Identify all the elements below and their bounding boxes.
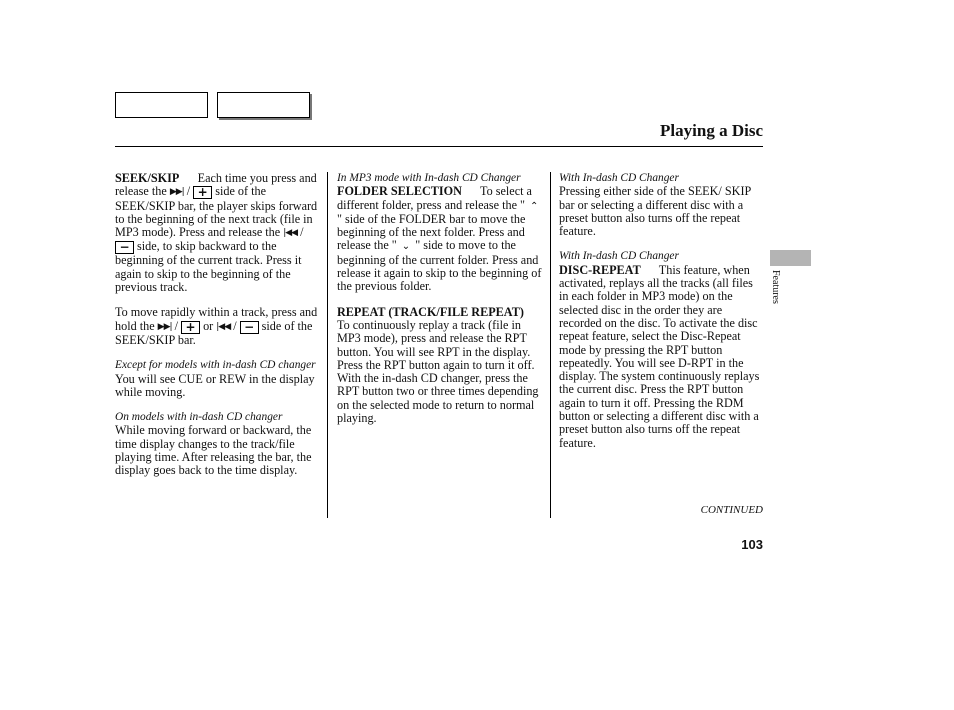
chevron-down-icon: ⌄	[401, 241, 411, 253]
minus-icon: −	[115, 241, 134, 254]
section-label-text: Features	[770, 270, 781, 304]
fast-move-paragraph: To move rapidly within a track, press and hold the ▶▶| / + or |◀◀ / − side of the SEEK/SKIP bar.	[115, 305, 318, 347]
nav-box-2	[217, 92, 310, 118]
seek-skip-heading: SEEK/SKIP	[115, 171, 180, 185]
skip-forward-icon: ▶▶|	[169, 187, 184, 198]
continued-label: CONTINUED	[700, 504, 763, 516]
body-text: Pressing either side of the SEEK/ SKIP bar or selecting a different disc with a preset button also turns off the repeat feature.	[559, 184, 751, 239]
body-text: or	[203, 318, 214, 333]
disc-repeat-heading: DISC-REPEAT	[559, 262, 641, 277]
chevron-up-icon: ⌃	[530, 200, 539, 212]
nav-box-1	[115, 92, 208, 118]
minus-icon: −	[240, 321, 259, 334]
body-text: To select a different folder, press and release the "	[337, 184, 532, 212]
repeat-paragraph	[337, 306, 544, 426]
seek-skip-paragraph: SEEK/SKIP Each time you press and release the ▶▶| / + side of the SEEK/SKIP bar, the player skips forward to the beginning of the next track (file in MP3 mode). Press and release the |◀◀ / − side, to skip backward to the beginning of the current track. Press it again to skip to the beginning of the previous track.	[115, 171, 318, 295]
body-text: side of the SEEK/SKIP bar, the player skips forward to the beginning of the next track (file in MP3 mode). Press and release the	[115, 184, 318, 240]
body-text: You will see CUE or REW in the display while moving.	[115, 371, 315, 399]
skip-back-icon: |◀◀	[216, 321, 231, 332]
column-divider	[327, 172, 328, 518]
body-text: To continuously replay a track (file in MP3 mode), press and release the RPT button. You will see RPT in the display. Press the RPT button again to turn it off. With the in-dash CD changer, press the RPT button two or three times depending on the selected mode to return to normal playing.	[337, 317, 539, 426]
column-divider	[550, 172, 551, 518]
column-1	[115, 172, 321, 478]
skip-back-icon: |◀◀	[283, 228, 298, 239]
body-text: This feature, when activated, replays all the tracks (all files in each folder in MP3 mode) on the selected disc in the order they are recorded on the disc. To activate the disc repeat feature, select the Disc-Repeat mode by pressing the RPT button repeatedly. You will see D-RPT in the display. The system continuously replays the current disc. Press the RPT button again to turn it off. Pressing the RDM button or selecting a different disc with a preset button also turns off the repeat feature.	[559, 262, 760, 450]
repeat-heading: REPEAT (TRACK/FILE REPEAT)	[337, 304, 524, 319]
body-text: side, to skip backward to the beginning of the current track. Press it again to skip to the beginning of the previous track.	[115, 239, 302, 295]
page-title: Playing a Disc	[660, 121, 763, 140]
body-text: side of the SEEK/SKIP bar.	[115, 318, 313, 347]
folder-selection-paragraph	[337, 185, 544, 293]
body-text: While moving forward or backward, the time display changes to the track/file playing time. After releasing the bar, the display goes back to the time display.	[115, 423, 312, 478]
body-text: Each time you press and release the	[115, 171, 317, 199]
plus-icon: +	[193, 186, 212, 199]
header-rule	[115, 146, 763, 147]
model-label: With In-dash CD Changer	[559, 172, 679, 184]
model-label: With In-dash CD Changer	[559, 250, 679, 263]
page-number: 103	[741, 537, 763, 552]
skip-forward-icon: ▶▶|	[157, 321, 172, 332]
model-label: On models with in-dash CD changer	[115, 411, 283, 424]
column-3	[559, 172, 765, 450]
column-2	[337, 172, 544, 425]
model-label: Except for models with in-dash CD changer	[115, 359, 316, 372]
plus-icon: +	[181, 321, 200, 334]
section-tab	[770, 250, 811, 266]
body-text: " side of the FOLDER bar to move the beginning of the next folder. Press and release the "	[337, 211, 526, 253]
body-text: To move rapidly within a track, press and hold the	[115, 305, 318, 333]
body-text: " side to move to the beginning of the current folder. Press and release it again to skip to the beginning of the previous folder.	[337, 238, 542, 294]
model-label: In MP3 mode with In-dash CD Changer	[337, 172, 521, 184]
section-label	[769, 270, 783, 316]
folder-selection-heading: FOLDER SELECTION	[337, 184, 462, 199]
disc-repeat-paragraph	[559, 264, 765, 450]
